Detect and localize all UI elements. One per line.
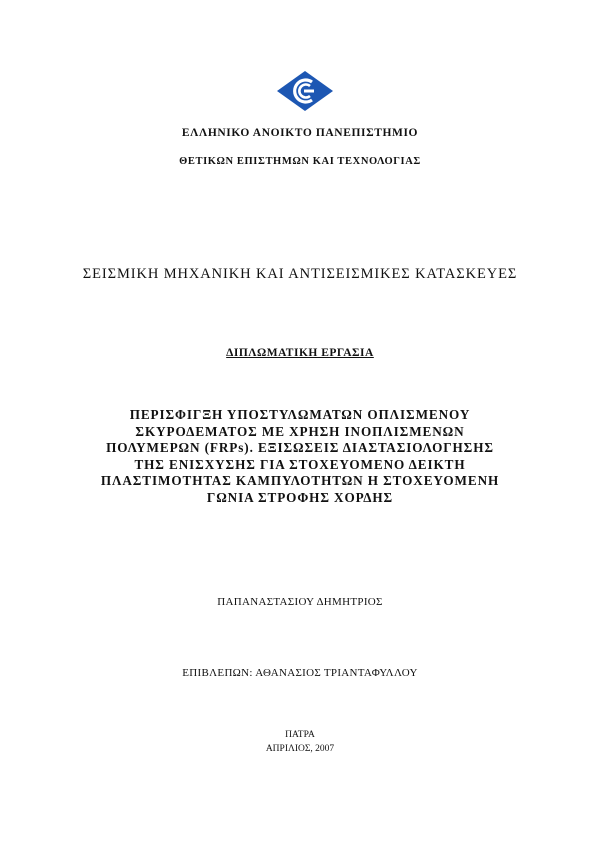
thesis-title-line: ΤΗΣ ΕΝΙΣΧΥΣΗΣ ΓΙΑ ΣΤΟΧΕΥΟΜΕΝΟ ΔΕΙΚΤΗ <box>134 456 466 472</box>
thesis-title-line: ΓΩΝΙΑ ΣΤΡΟΦΗΣ ΧΟΡΔΗΣ <box>206 489 394 505</box>
thesis-title-line: ΠΕΡΙΣΦΙΓΞΗ ΥΠΟΣΤΥΛΩΜΑΤΩΝ ΟΠΛΙΣΜΕΝΟΥ <box>129 407 471 422</box>
thesis-title-line: ΣΚΥΡΟΔΕΜΑΤΟΣ ΜΕ ΧΡΗΣΗ ΙΝΟΠΛΙΣΜΕΝΩΝ <box>135 423 465 439</box>
university-name: ΕΛΛΗΝΙΚΟ ΑΝΟΙΚΤΟ ΠΑΝΕΠΙΣΤΗΜΙΟ <box>181 127 419 139</box>
thesis-title-line: ΠΟΛΥΜΕΡΩΝ (FRPs). ΕΞΙΣΩΣΕΙΣ ΔΙΑΣΤΑΣΙΟΛΟΓΗΣΗΣ <box>106 440 494 455</box>
document-type: ΔΙΠΛΩΜΑΤΙΚΗ ΕΡΓΑΣΙΑ <box>226 347 374 359</box>
author-name: ΠΑΠΑΝΑΣΤΑΣΙΟΥ ΔΗΜΗΤΡΙΟΣ <box>217 596 383 608</box>
supervisor-name: ΕΠΙΒΛΕΠΩΝ: ΑΘΑΝΑΣΙΟΣ ΤΡΙΑΝΤΑΦΥΛΛΟΥ <box>182 667 418 679</box>
program-name: ΣΕΙΣΜΙΚΗ ΜΗΧΑΝΙΚΗ ΚΑΙ ΑΝΤΙΣΕΙΣΜΙΚΕΣ ΚΑΤΑΣΚΕΥΕΣ <box>82 266 518 282</box>
thesis-title-line: ΠΛΑΣΤΙΜΟΤΗΤΑΣ ΚΑΜΠΥΛΟΤΗΤΩΝ Η ΣΤΟΧΕΥΟΜΕΝΗ <box>100 473 500 488</box>
city: ΠΑΤΡΑ <box>285 730 315 740</box>
date: ΑΠΡΙΛΙΟΣ, 2007 <box>265 744 335 754</box>
thesis-title <box>0 407 600 506</box>
school-name: ΘΕΤΙΚΩΝ ΕΠΙΣΤΗΜΩΝ ΚΑΙ ΤΕΧΝΟΛΟΓΙΑΣ <box>179 156 421 167</box>
university-logo <box>276 70 334 112</box>
